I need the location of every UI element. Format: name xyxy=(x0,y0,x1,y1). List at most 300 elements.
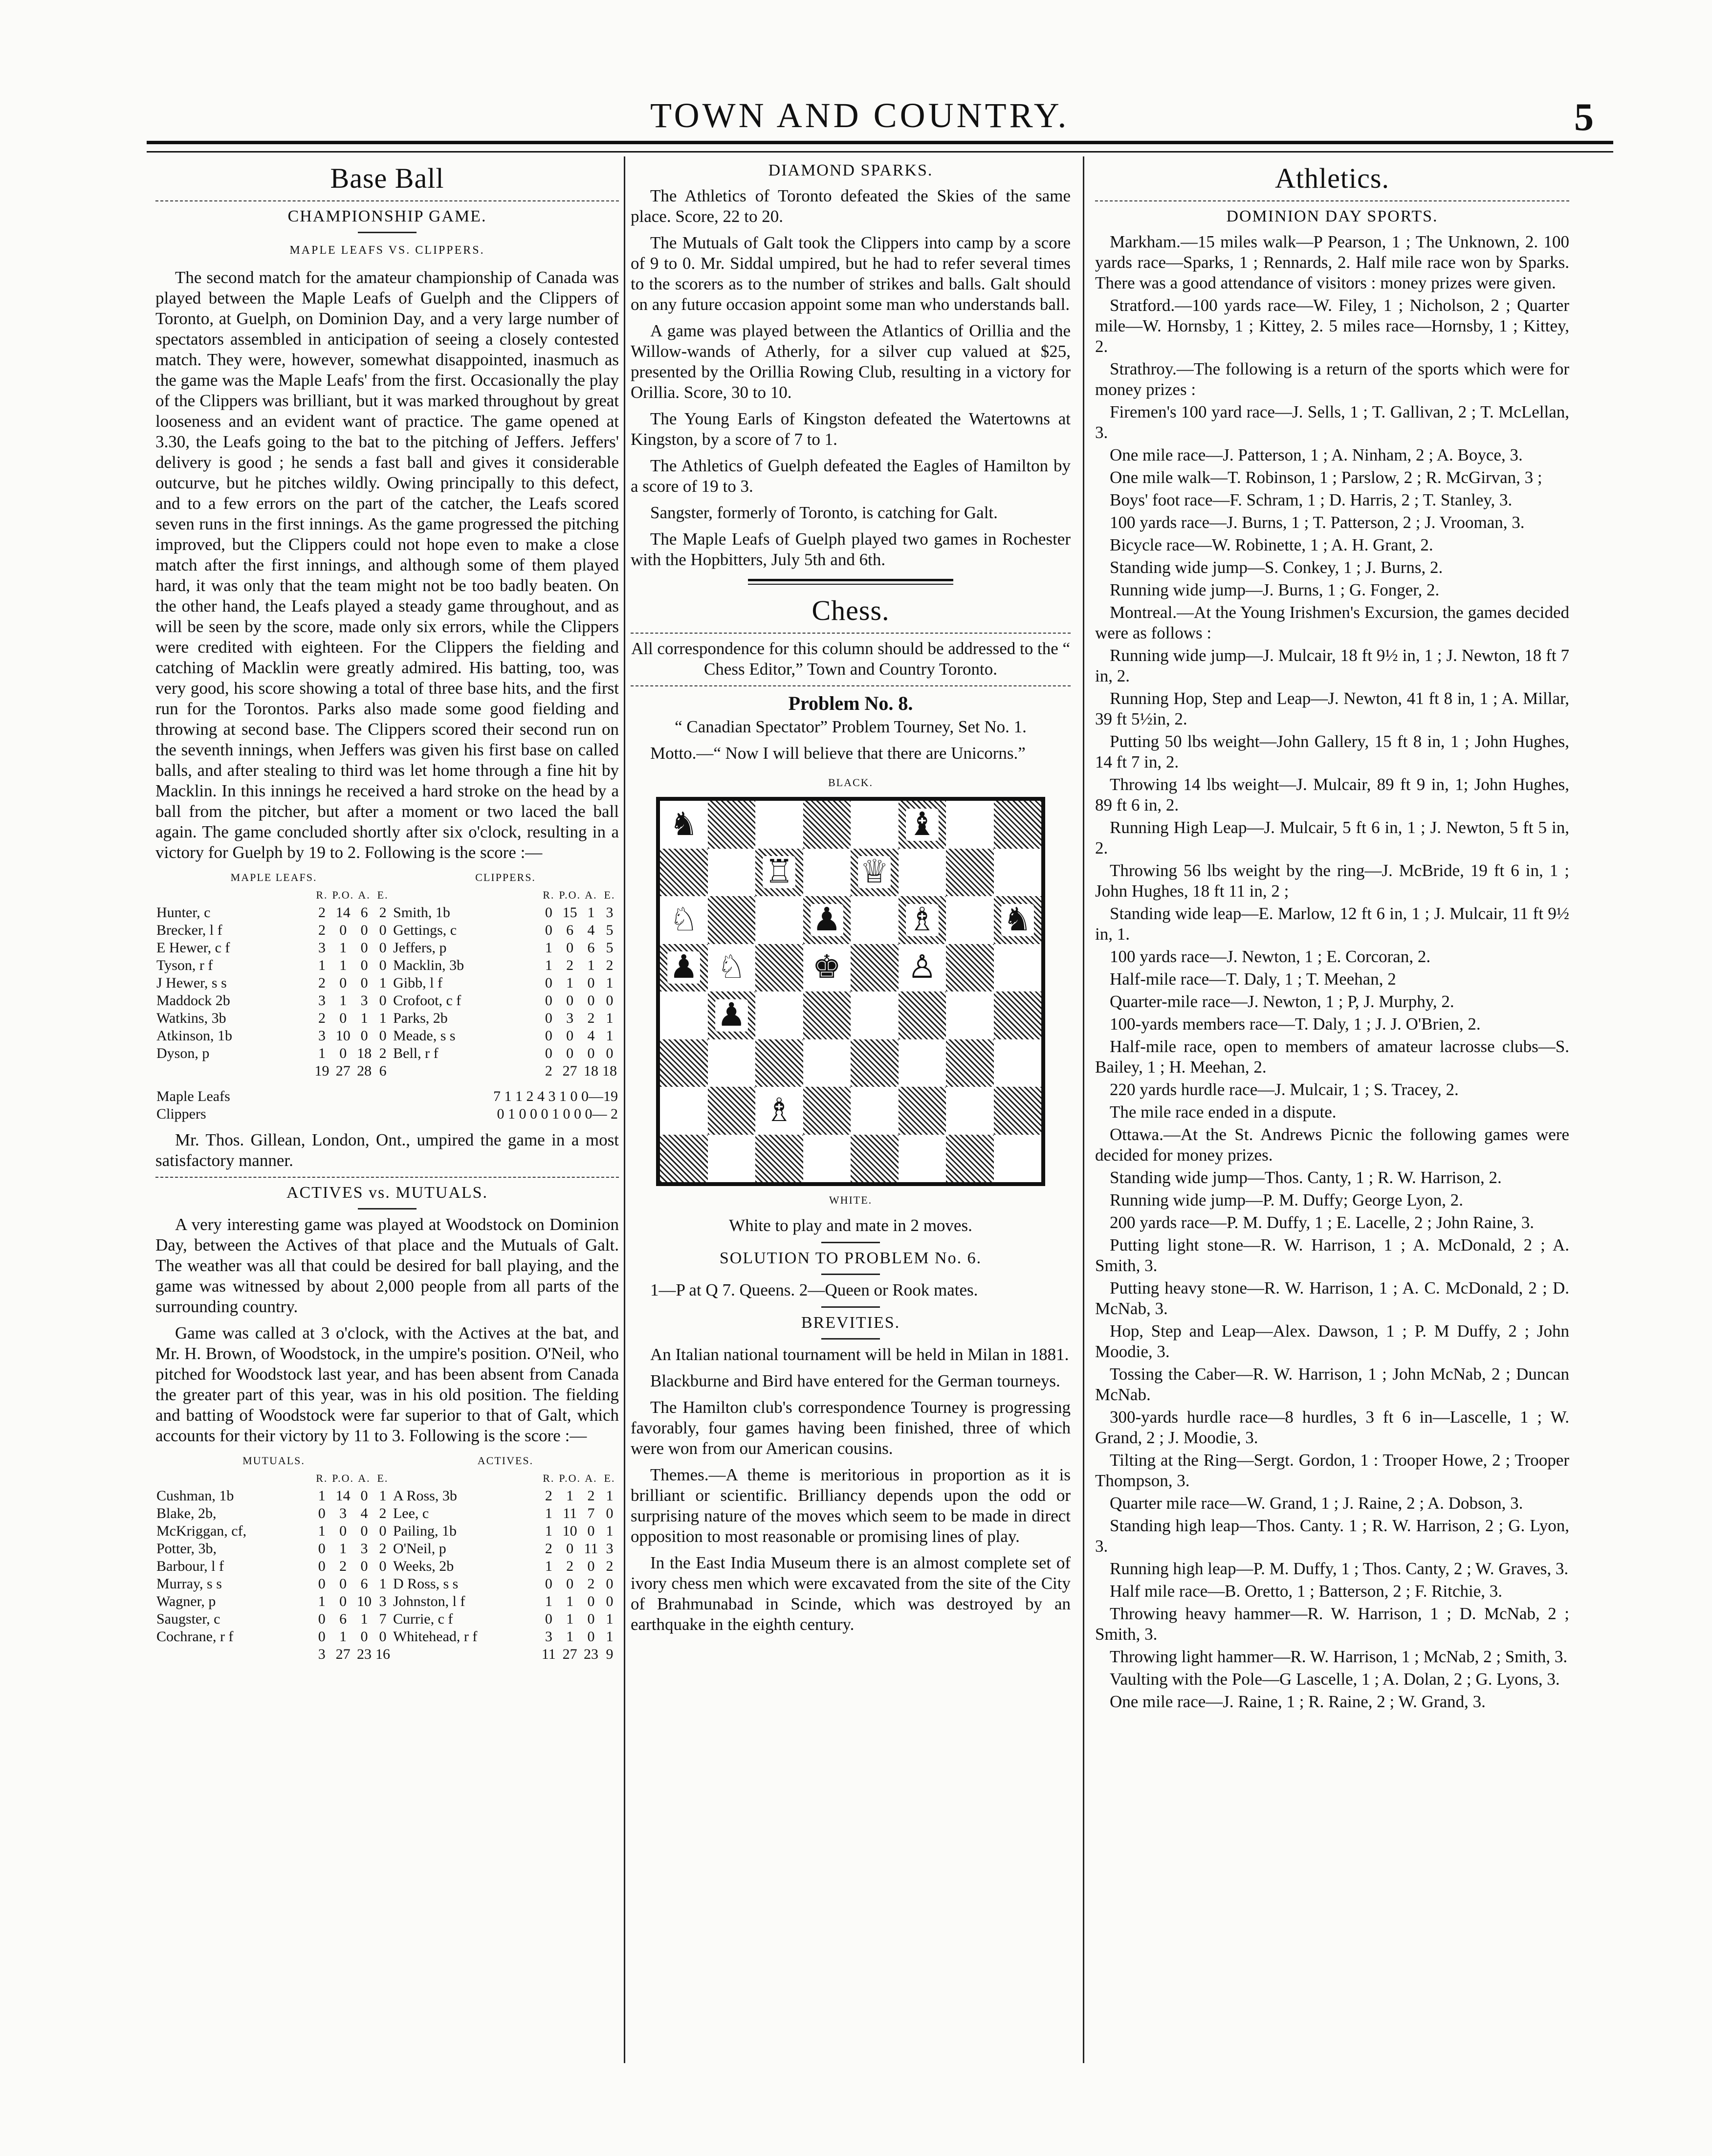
stat-value: 3 xyxy=(379,1593,387,1609)
athletics-result: Tossing the Caber—R. W. Harrison, 1 ; John McNab, 2 ; Duncan McNab. xyxy=(1095,1364,1569,1404)
athletics-result: Firemen's 100 yard race—J. Sells, 1 ; T. Gallivan, 2 ; T. McLellan, 3. xyxy=(1095,402,1569,442)
player-name: McKriggan, cf, xyxy=(156,1523,247,1539)
athletics-result: Running Hop, Step and Leap—J. Newton, 41 ft 8 in, 1 ; A. Millar, 39 ft 5½in, 2. xyxy=(1095,689,1569,728)
board-square xyxy=(851,991,899,1039)
short-rule xyxy=(821,1242,880,1243)
total-value: 11 xyxy=(541,1646,556,1662)
stat-value: 1 xyxy=(566,975,574,991)
player-name: Brecker, l f xyxy=(156,922,222,938)
short-rule xyxy=(358,1208,417,1210)
athletics-result: Markham.—15 miles walk—P Pearson, 1 ; The Unknown, 2. 100 yards race—Sparks, 1 ; Rennards, 2. Half mile race won by Sparks. There was a good attendance of visitors : money prizes were given. xyxy=(1095,232,1569,292)
totals-row xyxy=(155,1062,619,1080)
stat-value: 7 xyxy=(379,1611,387,1627)
stat-value: 0 xyxy=(379,957,387,973)
innings-table xyxy=(155,1088,619,1123)
stat-value: 3 xyxy=(566,1010,574,1026)
totals-spacer xyxy=(155,1646,312,1663)
stat-value: 1 xyxy=(606,1611,614,1627)
masthead xyxy=(147,95,1613,139)
board-square xyxy=(851,1087,899,1135)
score-column-header: A. xyxy=(585,889,597,901)
innings-runs: 0 1 0 0 0 1 0 0 0— 2 xyxy=(497,1106,618,1122)
board-square xyxy=(994,944,1042,992)
stat-value: 1 xyxy=(545,1505,552,1521)
player-name: Wagner, p xyxy=(156,1593,216,1609)
score-column-header: P.O. xyxy=(559,889,581,901)
board-square xyxy=(755,1087,803,1135)
player-name: Crofoot, c f xyxy=(393,992,461,1009)
player-name: Barbour, l f xyxy=(156,1558,224,1574)
stat-value: 1 xyxy=(606,1028,614,1044)
stat-value: 6 xyxy=(339,1611,347,1627)
total-value: 19 xyxy=(314,1063,329,1079)
athletics-result: Montreal.—At the Young Irishmen's Excursion, the games decided were as follows : xyxy=(1095,603,1569,642)
stat-value: 1 xyxy=(360,1611,368,1627)
brevities-list xyxy=(631,1344,1071,1635)
stat-value: 1 xyxy=(339,940,347,956)
stat-value: 0 xyxy=(606,1576,614,1592)
diamond-spark-item: The Mutuals of Galt took the Clippers into camp by a score of 9 to 0. Mr. Siddal umpired, but he had to refer several times to the scorers as to the number of strikes and balls. Galt should on any future occasion appoint some man who understands ball. xyxy=(631,233,1071,314)
score-table-actives xyxy=(155,1452,619,1663)
stat-value: 2 xyxy=(379,904,387,921)
diamond-sparks-list xyxy=(631,186,1071,570)
board-square xyxy=(994,991,1042,1039)
board-square xyxy=(708,991,756,1039)
board-square xyxy=(708,1087,756,1135)
score-column-header: P.O. xyxy=(332,889,354,901)
stat-value: 1 xyxy=(318,1488,326,1504)
player-name: Gibb, l f xyxy=(393,975,442,991)
board-square xyxy=(946,1135,994,1183)
player-name: Currie, c f xyxy=(393,1611,453,1627)
board-square xyxy=(660,1135,708,1183)
board-square xyxy=(803,1135,851,1183)
column-divider-right xyxy=(1083,156,1084,2063)
section-title-athletics: Athletics. xyxy=(1275,162,1389,194)
table-row xyxy=(155,974,619,992)
stat-value: 6 xyxy=(360,1576,368,1592)
section-divider xyxy=(748,579,953,585)
stat-value: 0 xyxy=(318,1576,326,1592)
board-square xyxy=(708,1039,756,1087)
stat-value: 2 xyxy=(379,1505,387,1521)
stat-value: 0 xyxy=(339,1523,347,1539)
athletics-result: Strathroy.—The following is a return of the sports which were for money prizes : xyxy=(1095,359,1569,399)
stat-value: 0 xyxy=(606,1045,614,1061)
board-square xyxy=(899,1135,946,1183)
athletics-result: Running wide jump—J. Mulcair, 18 ft 9½ in, 1 ; J. Newton, 18 ft 7 in, 2. xyxy=(1095,646,1569,685)
stat-value: 1 xyxy=(545,1593,552,1609)
athletics-result: Standing high leap—Thos. Canty. 1 ; R. W. Harrison, 2 ; G. Lyon, 3. xyxy=(1095,1516,1569,1556)
board-square xyxy=(803,1039,851,1087)
board-square xyxy=(660,1087,708,1135)
stat-value: 0 xyxy=(379,1523,387,1539)
stat-value: 1 xyxy=(606,975,614,991)
dashed-rule xyxy=(155,200,619,201)
stat-value: 0 xyxy=(545,1010,552,1026)
stat-value: 10 xyxy=(562,1523,577,1539)
table-row xyxy=(155,1505,619,1522)
stat-value: 0 xyxy=(566,1045,574,1061)
stat-value: 0 xyxy=(545,1028,552,1044)
player-name: Watkins, 3b xyxy=(156,1010,226,1026)
stat-value: 0 xyxy=(379,940,387,956)
stat-value: 1 xyxy=(318,1045,326,1061)
dashed-rule xyxy=(155,1177,619,1178)
stat-value: 0 xyxy=(606,992,614,1009)
player-name: O'Neil, p xyxy=(393,1540,446,1557)
totals-spacer xyxy=(392,1646,539,1663)
stat-value: 2 xyxy=(339,1558,347,1574)
stat-value: 2 xyxy=(587,1488,595,1504)
stat-value: 0 xyxy=(545,1611,552,1627)
stat-value: 1 xyxy=(566,1611,574,1627)
athletics-result: Tilting at the Ring—Sergt. Gordon, 1 : Trooper Howe, 2 ; Trooper Thompson, 3. xyxy=(1095,1451,1569,1490)
heading-brevities: BREVITIES. xyxy=(801,1314,900,1332)
stat-value: 1 xyxy=(545,940,552,956)
column-baseball xyxy=(155,156,619,1663)
heading-diamond-sparks: DIAMOND SPARKS. xyxy=(768,161,933,179)
stat-value: 0 xyxy=(379,1028,387,1044)
athletics-result: Hop, Step and Leap—Alex. Dawson, 1 ; P. M Duffy, 2 ; John Moodie, 3. xyxy=(1095,1321,1569,1361)
stat-value: 0 xyxy=(566,992,574,1009)
chess-board xyxy=(656,797,1045,1186)
stat-value: 10 xyxy=(356,1593,372,1609)
score-header-spacer xyxy=(155,1470,312,1487)
stat-value: 4 xyxy=(587,922,595,938)
athletics-result: Standing wide leap—E. Marlow, 12 ft 6 in, 1 ; J. Mulcair, 11 ft 9½ in, 1. xyxy=(1095,904,1569,944)
stat-value: 2 xyxy=(606,1558,614,1574)
player-name: D Ross, s s xyxy=(393,1576,459,1592)
board-square xyxy=(994,896,1042,944)
chess-piece-icon: ♗ xyxy=(763,1095,795,1127)
stat-value: 0 xyxy=(587,1045,595,1061)
board-square xyxy=(899,944,946,992)
board-square xyxy=(851,1039,899,1087)
total-value: 27 xyxy=(335,1063,351,1079)
board-square xyxy=(660,849,708,897)
stat-value: 0 xyxy=(339,922,347,938)
totals-spacer xyxy=(155,1062,312,1080)
athletics-result: Throwing light hammer—R. W. Harrison, 1 ; McNab, 2 ; Smith, 3. xyxy=(1110,1647,1568,1666)
stat-value: 1 xyxy=(545,1558,552,1574)
brevity-item: The Hamilton club's correspondence Tourney is progressing favorably, four games having been finished, three of which were won from our American cousins. xyxy=(631,1398,1071,1458)
team-a-label: MUTUALS. xyxy=(242,1454,305,1467)
stat-value: 0 xyxy=(606,1593,614,1609)
athletics-result: Half mile race—B. Oretto, 1 ; Batterson, 2 ; F. Ritchie, 3. xyxy=(1110,1582,1503,1601)
heading-dominion-day-sports: DOMINION DAY SPORTS. xyxy=(1226,207,1438,225)
athletics-result: Quarter-mile race—J. Newton, 1 ; P, J. Murphy, 2. xyxy=(1110,992,1454,1011)
board-square xyxy=(899,1087,946,1135)
total-value: 27 xyxy=(335,1646,351,1662)
stat-value: 0 xyxy=(360,922,368,938)
stat-value: 0 xyxy=(545,1045,552,1061)
stat-value: 11 xyxy=(584,1540,598,1557)
stat-value: 0 xyxy=(379,992,387,1009)
stat-value: 2 xyxy=(318,1010,326,1026)
player-name: Dyson, p xyxy=(156,1045,210,1061)
score-column-header: R. xyxy=(543,1472,555,1484)
player-name: Saugster, c xyxy=(156,1611,220,1627)
stat-value: 2 xyxy=(318,904,326,921)
chess-piece-icon: ♘ xyxy=(715,951,748,984)
stat-value: 1 xyxy=(566,1628,574,1645)
board-square xyxy=(899,1039,946,1087)
athletics-result: 100 yards race—J. Newton, 1 ; E. Corcoran, 2. xyxy=(1110,947,1431,966)
score-header-spacer xyxy=(392,886,539,904)
stat-value: 0 xyxy=(339,1045,347,1061)
team-a-label: MAPLE LEAFS. xyxy=(230,871,317,883)
stat-value: 0 xyxy=(587,1558,595,1574)
total-value: 23 xyxy=(584,1646,598,1662)
stat-value: 1 xyxy=(379,1576,387,1592)
player-name: Parks, 2b xyxy=(393,1010,448,1026)
board-square xyxy=(899,849,946,897)
board-square xyxy=(994,801,1042,849)
stat-value: 1 xyxy=(379,975,387,991)
stat-value: 4 xyxy=(587,1028,595,1044)
board-square xyxy=(755,1039,803,1087)
stat-value: 1 xyxy=(566,1488,574,1504)
score-column-headers xyxy=(155,1470,619,1487)
chess-piece-icon: ♟ xyxy=(667,951,700,984)
board-square xyxy=(755,896,803,944)
board-square xyxy=(803,849,851,897)
board-square xyxy=(851,896,899,944)
athletics-result: The mile race ended in a dispute. xyxy=(1110,1102,1337,1122)
athletics-result: One mile race—J. Patterson, 1 ; A. Ninham, 2 ; A. Boyce, 3. xyxy=(1110,445,1523,464)
table-row xyxy=(155,1487,619,1505)
athletics-result: Running wide jump—J. Burns, 1 ; G. Fonger, 2. xyxy=(1110,580,1440,599)
stat-value: 1 xyxy=(379,1010,387,1026)
solution-text: 1—P at Q 7. Queens. 2—Queen or Rook mates. xyxy=(650,1280,978,1299)
board-square xyxy=(660,991,708,1039)
board-square xyxy=(755,801,803,849)
stat-value: 0 xyxy=(339,1010,347,1026)
stat-value: 0 xyxy=(360,1488,368,1504)
stat-value: 0 xyxy=(587,1593,595,1609)
stat-value: 1 xyxy=(545,1523,552,1539)
score-header-spacer xyxy=(155,886,312,904)
stat-value: 3 xyxy=(606,1540,614,1557)
table-row xyxy=(155,1045,619,1062)
board-square xyxy=(994,1087,1042,1135)
stat-value: 0 xyxy=(566,1028,574,1044)
black-label: BLACK. xyxy=(828,776,874,789)
diamond-spark-item: A game was played between the Atlantics of Orillia and the Willow-wands of Atherly, for a silver cup valued at $25, presented by the Orillia Rowing Club, resulting in a victory for Orillia. Score, 30 to 10. xyxy=(631,321,1071,402)
athletics-result: Standing wide jump—S. Conkey, 1 ; J. Burns, 2. xyxy=(1110,558,1443,577)
stat-value: 0 xyxy=(360,1558,368,1574)
short-rule xyxy=(821,1274,880,1275)
short-rule xyxy=(821,1306,880,1308)
score-column-header: P.O. xyxy=(559,1472,581,1484)
athletics-result: 100-yards members race—T. Daly, 1 ; J. J. O'Brien, 2. xyxy=(1110,1014,1481,1034)
score-column-header: R. xyxy=(543,889,555,901)
diamond-spark-item: The Young Earls of Kingston defeated the Watertowns at Kingston, by a score of 7 to 1. xyxy=(631,409,1071,449)
stat-value: 2 xyxy=(318,922,326,938)
total-value: 23 xyxy=(356,1646,372,1662)
board-square xyxy=(994,1039,1042,1087)
stat-value: 0 xyxy=(545,975,552,991)
stat-value: 1 xyxy=(606,1010,614,1026)
stat-value: 14 xyxy=(335,1488,351,1504)
heading-championship: CHAMPIONSHIP GAME. xyxy=(287,207,487,225)
board-square xyxy=(946,1039,994,1087)
board-square xyxy=(851,944,899,992)
chess-piece-icon: ♙ xyxy=(906,951,939,984)
stat-value: 3 xyxy=(606,904,614,921)
board-square xyxy=(755,1135,803,1183)
player-name: Potter, 3b, xyxy=(156,1540,217,1557)
umpire-note: Mr. Thos. Gillean, London, Ont., umpired the game in a most satisfactory manner. xyxy=(155,1130,619,1170)
brevity-item: Themes.—A theme is meritorious in proportion as it is brilliant or scientific. Brilliancy depends upon the odd or surprising nature of the moves which seem to be made in direct opposition to most reasonable or promising lines of play. xyxy=(631,1465,1071,1546)
board-square xyxy=(755,944,803,992)
stat-value: 7 xyxy=(587,1505,595,1521)
stat-value: 4 xyxy=(360,1505,368,1521)
stat-value: 11 xyxy=(563,1505,577,1521)
player-name: Macklin, 3b xyxy=(393,957,464,973)
board-square xyxy=(946,801,994,849)
table-row xyxy=(155,957,619,974)
chess-piece-icon: ♞ xyxy=(1001,904,1034,936)
stat-value: 0 xyxy=(545,904,552,921)
innings-row-maple-leafs xyxy=(155,1088,619,1105)
player-name: A Ross, 3b xyxy=(393,1488,457,1504)
section-title-baseball: Base Ball xyxy=(330,162,444,194)
stat-value: 0 xyxy=(318,1540,326,1557)
totals-row xyxy=(155,1646,619,1663)
stat-value: 6 xyxy=(360,904,368,921)
player-name: Smith, 1b xyxy=(393,904,450,921)
stat-value: 0 xyxy=(339,975,347,991)
total-value: 6 xyxy=(379,1063,387,1079)
stat-value: 0 xyxy=(318,1505,326,1521)
athletics-result: Vaulting with the Pole—G Lascelle, 1 ; A. Dolan, 2 ; G. Lyons, 3. xyxy=(1110,1670,1560,1689)
athletics-result: 100 yards race—J. Burns, 1 ; T. Patterson, 2 ; J. Vrooman, 3. xyxy=(1110,513,1525,532)
brevity-item: An Italian national tournament will be held in Milan in 1881. xyxy=(650,1345,1069,1364)
board-square xyxy=(803,991,851,1039)
stat-value: 1 xyxy=(606,1488,614,1504)
stat-value: 0 xyxy=(379,1628,387,1645)
stat-value: 0 xyxy=(587,1628,595,1645)
athletics-results-list xyxy=(1095,232,1569,1712)
table-row xyxy=(155,1610,619,1628)
board-square xyxy=(708,801,756,849)
stat-value: 0 xyxy=(318,1558,326,1574)
stat-value: 0 xyxy=(566,940,574,956)
stat-value: 2 xyxy=(587,1576,595,1592)
stat-value: 6 xyxy=(587,940,595,956)
board-square xyxy=(708,849,756,897)
stat-value: 0 xyxy=(566,1540,574,1557)
score-column-header: E. xyxy=(604,889,615,901)
chess-piece-icon: ♞ xyxy=(667,809,700,841)
total-value: 18 xyxy=(602,1063,617,1079)
player-name: Lee, c xyxy=(393,1505,429,1521)
total-value: 18 xyxy=(584,1063,598,1079)
stat-value: 2 xyxy=(566,957,574,973)
score-column-header: R. xyxy=(316,1472,328,1484)
section-title-chess: Chess. xyxy=(812,594,890,626)
player-name: Cochrane, r f xyxy=(156,1628,234,1645)
stat-value: 0 xyxy=(318,1611,326,1627)
column-athletics xyxy=(1095,156,1569,1714)
article-championship-body: The second match for the amateur championship of Canada was played between the Maple Leafs of Guelph and the Clippers of Toronto, at Guelph, on Dominion Day, and a very large number of spectators assembled in anticipation of seeing a closely contested match. They were, however, somewhat disappointed, inasmuch as the game was the Maple Leafs' from the first. Occasionally the play of the Clippers was brilliant, but it was marked throughout by great looseness and an evident want of practice. The game opened at 3.30, the Leafs going to the bat to the pitching of Jeffers. Jeffers' delivery is good ; he sends a fast ball and gives it considerable outcurve, but he pitches wildly. Owing principally to this defect, and to a few errors on the part of the catcher, the Leafs scored seven runs in the first innings. As the game progressed the pitching improved, but the Clippers could not hope even to make a close match after the first innings, and although some of them played hard, it was only that the team might not be too badly beaten. On the other hand, the Leafs played a steady game throughout, and as will be seen by the score, made only six errors, while the Clippers were credited with eighteen. For the Clippers the fielding and catching of Macklin were greatly admired. His batting, too, was very good, his score showing a total of three base hits, and the first run for the Torontos. Parks also made some good fielding and throwing at second base. The Clippers scored their second run on the seventh innings, when Jeffers was given his first base on called balls, and after stealing to third was let home through a fine hit by Macklin. In this innings he received a hard stroke on the head by a ball from the pitcher, but after a moment or two laced the ball again. The game concluded shortly after six o'clock, resulting in a victory for Guelph by 19 to 2. Following is the score :— xyxy=(155,268,619,862)
player-name: Cushman, 1b xyxy=(156,1488,234,1504)
stat-value: 1 xyxy=(339,1540,347,1557)
total-value: 28 xyxy=(357,1063,372,1079)
short-rule xyxy=(358,232,417,233)
stat-value: 3 xyxy=(339,1505,347,1521)
stat-value: 0 xyxy=(339,1593,347,1609)
stat-value: 0 xyxy=(545,922,552,938)
stat-value: 2 xyxy=(566,1558,574,1574)
athletics-result: Bicycle race—W. Robinette, 1 ; A. H. Grant, 2. xyxy=(1110,535,1433,554)
athletics-result: Throwing 14 lbs weight—J. Mulcair, 89 ft 9 in, 1; John Hughes, 89 ft 6 in, 2. xyxy=(1095,775,1569,814)
chess-piece-icon: ♘ xyxy=(667,904,700,936)
stat-value: 0 xyxy=(360,1523,368,1539)
board-square xyxy=(946,944,994,992)
stat-value: 0 xyxy=(587,1611,595,1627)
stat-value: 3 xyxy=(545,1628,552,1645)
problem-instruction: White to play and mate in 2 moves. xyxy=(729,1216,972,1235)
stat-value: 1 xyxy=(379,1488,387,1504)
total-value: 3 xyxy=(318,1646,326,1662)
diamond-spark-item: The Athletics of Guelph defeated the Eagles of Hamilton by a score of 19 to 3. xyxy=(631,456,1071,496)
stat-value: 0 xyxy=(339,1576,347,1592)
innings-team: Maple Leafs xyxy=(156,1088,230,1104)
stat-value: 6 xyxy=(566,922,574,938)
stat-value: 3 xyxy=(318,940,326,956)
stat-value: 0 xyxy=(360,1628,368,1645)
column-divider-left xyxy=(624,156,625,2063)
athletics-result: Putting light stone—R. W. Harrison, 1 ; A. McDonald, 2 ; A. Smith, 3. xyxy=(1095,1235,1569,1275)
stat-value: 0 xyxy=(360,957,368,973)
athletics-result: Throwing heavy hammer—R. W. Harrison, 1 ; D. McNab, 2 ; Smith, 3. xyxy=(1095,1604,1569,1644)
board-square xyxy=(899,801,946,849)
table-row xyxy=(155,922,619,939)
problem-motto: Motto.—“ Now I will believe that there are Unicorns.” xyxy=(650,744,1026,763)
stat-value: 2 xyxy=(606,957,614,973)
score-column-header: E. xyxy=(377,889,389,901)
stat-value: 1 xyxy=(587,904,595,921)
athletics-result: 220 yards hurdle race—J. Mulcair, 1 ; S. Tracey, 2. xyxy=(1110,1080,1459,1099)
stat-value: 0 xyxy=(360,975,368,991)
stat-value: 1 xyxy=(339,992,347,1009)
stat-value: 1 xyxy=(360,1010,368,1026)
stat-value: 18 xyxy=(357,1045,372,1061)
board-square xyxy=(755,849,803,897)
problem-tourney: “ Canadian Spectator” Problem Tourney, Set No. 1. xyxy=(675,717,1027,736)
total-value: 27 xyxy=(562,1063,577,1079)
stat-value: 1 xyxy=(606,1523,614,1539)
table-row xyxy=(155,1628,619,1646)
stat-value: 1 xyxy=(318,1593,326,1609)
player-name: J Hewer, s s xyxy=(156,975,227,991)
stat-value: 10 xyxy=(335,1028,351,1044)
board-square xyxy=(899,896,946,944)
team-b-label: CLIPPERS. xyxy=(475,871,536,883)
athletics-result: Ottawa.—At the St. Andrews Picnic the following games were decided for money prizes. xyxy=(1095,1125,1569,1165)
diamond-spark-item: The Athletics of Toronto defeated the Skies of the same place. Score, 22 to 20. xyxy=(631,186,1071,226)
player-name: Atkinson, 1b xyxy=(156,1028,233,1044)
total-value: 16 xyxy=(375,1646,390,1662)
stat-value: 15 xyxy=(562,904,577,921)
player-name: Blake, 2b, xyxy=(156,1505,217,1521)
chess-piece-icon: ♖ xyxy=(763,856,795,888)
player-name: Tyson, r f xyxy=(156,957,213,973)
board-square xyxy=(994,1135,1042,1183)
